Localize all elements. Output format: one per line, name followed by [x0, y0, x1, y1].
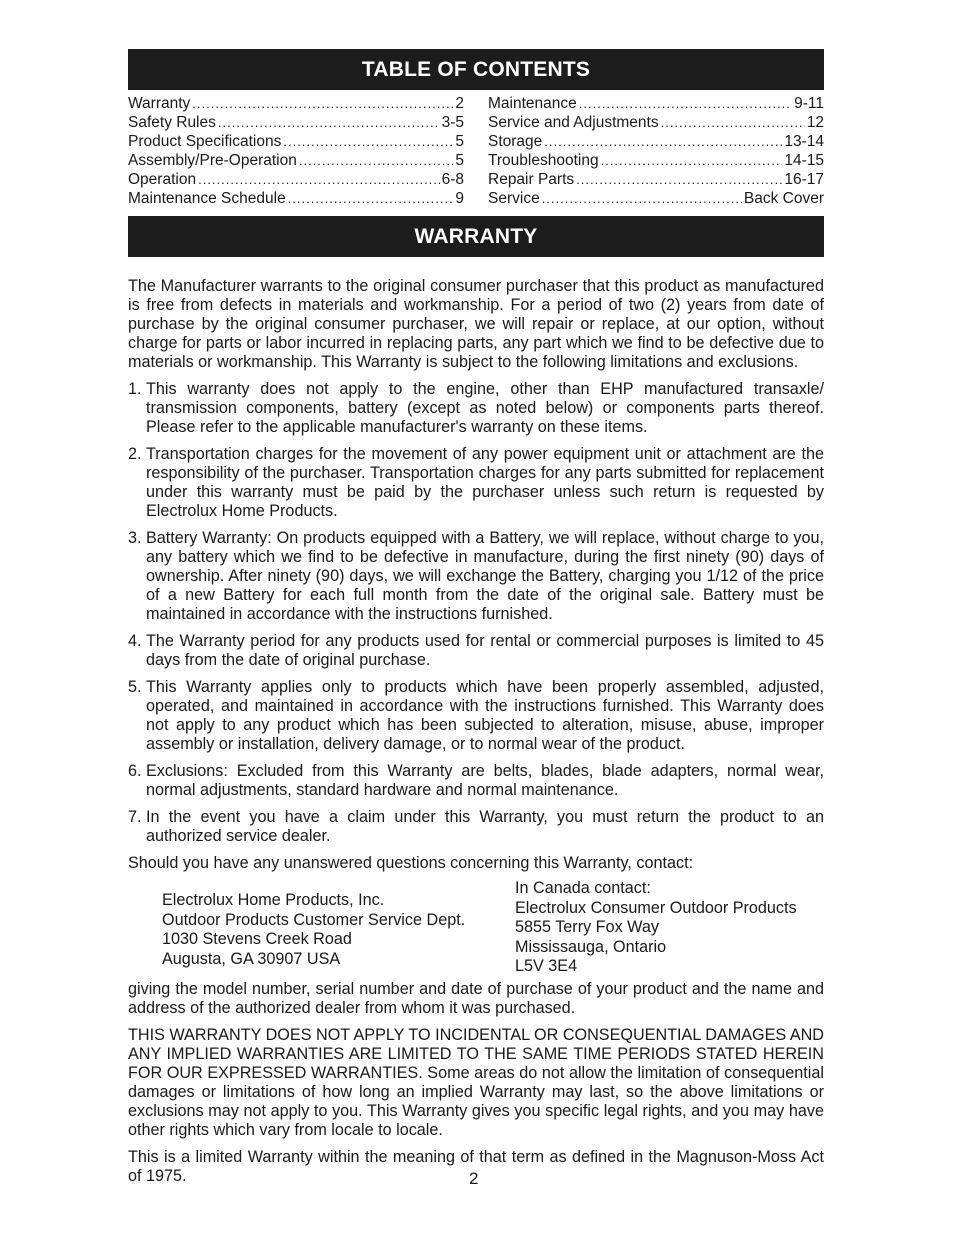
toc-left-column	[128, 94, 464, 208]
toc-right-column	[488, 94, 824, 208]
toc-leader	[579, 94, 792, 113]
toc-leader	[542, 189, 742, 208]
list-item	[128, 632, 824, 670]
list-item-number: 4.	[128, 632, 142, 650]
toc-entry[interactable]	[128, 189, 464, 208]
list-item	[128, 380, 824, 437]
toc-entry[interactable]	[128, 151, 464, 170]
list-item-number: 6.	[128, 762, 142, 780]
toc-entry-label: Maintenance	[488, 95, 577, 112]
address-line: 5855 Terry Fox Way	[515, 918, 659, 936]
list-item-number: 1.	[128, 380, 142, 398]
toc-leader	[544, 132, 782, 151]
list-item-number: 7.	[128, 808, 142, 826]
us-address	[162, 879, 515, 977]
toc-entry-page: 5	[455, 133, 464, 150]
toc-entry-page: 12	[806, 114, 824, 131]
warranty-final-statement: This is a limited Warranty within the meaning of that term as defined in the Magnuson-Moss Act of 1975.	[128, 1147, 824, 1185]
toc-entry[interactable]	[488, 189, 824, 208]
list-item	[128, 445, 824, 521]
toc-entry[interactable]	[488, 94, 824, 113]
toc-title: TABLE OF CONTENTS	[128, 49, 824, 90]
address-line: Augusta, GA 30907 USA	[162, 949, 341, 968]
list-item-text: Exclusions: Excluded from this Warranty are belts, blades, blade adapters, normal wear, normal adjustments, standard hardware and normal maintenance.	[146, 762, 824, 799]
toc-leader	[218, 113, 440, 132]
toc-entry-page: 16-17	[784, 171, 824, 188]
toc-leader	[288, 189, 454, 208]
toc-entry-label: Storage	[488, 133, 543, 150]
toc-entry-page: 13-14	[784, 133, 824, 150]
list-item	[128, 678, 824, 754]
toc-leader	[283, 132, 453, 151]
list-item-text: The Warranty period for any products used for rental or commercial purposes is limited to 45 days from the date of original purchase.	[146, 632, 824, 669]
table-of-contents	[128, 94, 824, 208]
toc-entry-label: Product Specifications	[128, 133, 282, 150]
toc-entry-label: Repair Parts	[488, 171, 575, 188]
list-item-text: This warranty does not apply to the engine, other than EHP manufactured transaxle/ transmission components, battery (except as noted below) or components parts thereof. Please refer to the applicable manufacturer's warranty on these items.	[146, 380, 824, 436]
toc-entry-label: Safety Rules	[128, 114, 216, 131]
toc-entry-label: Assembly/Pre-Operation	[128, 152, 297, 169]
toc-entry-label: Maintenance Schedule	[128, 190, 286, 207]
address-line: In Canada contact:	[515, 879, 651, 897]
toc-leader	[576, 170, 782, 189]
toc-entry[interactable]	[488, 170, 824, 189]
toc-entry-label: Service and Adjustments	[488, 114, 659, 131]
toc-entry[interactable]	[128, 113, 464, 132]
document-page	[128, 49, 824, 1186]
list-item-number: 3.	[128, 529, 142, 547]
list-item-text: In the event you have a claim under this Warranty, you must return the product to an authorized service dealer.	[146, 808, 824, 845]
toc-entry-page: Back Cover	[743, 190, 824, 207]
list-item-text: Transportation charges for the movement of any power equipment unit or attachment are the responsibility of the purchaser. Transportation charges for any parts submitted for replacement under this warranty must be paid by the purchaser unless such return is requested by Electrolux Home Products.	[146, 445, 824, 520]
toc-entry-page: 5	[455, 152, 464, 169]
address-line: Outdoor Products Customer Service Dept.	[162, 910, 466, 929]
toc-entry-page: 2	[455, 95, 464, 112]
list-item-number: 5.	[128, 678, 142, 696]
toc-leader	[601, 151, 783, 170]
toc-entry-page: 6-8	[441, 171, 464, 188]
toc-entry[interactable]	[488, 113, 824, 132]
address-line: 1030 Stevens Creek Road	[162, 930, 352, 948]
toc-entry-page: 9	[455, 190, 464, 207]
toc-entry-page: 14-15	[784, 152, 824, 169]
address-line: L5V 3E4	[515, 957, 578, 975]
address-line: Electrolux Consumer Outdoor Products	[515, 898, 797, 917]
toc-leader	[192, 94, 453, 113]
list-item-text: This Warranty applies only to products which have been properly assembled, adjusted, operated, and maintained in accordance with the instructions furnished. This Warranty does not apply to any product which has been subjected to alteration, misuse, abuse, improper assembly or installation, delivery damage, or to normal wear of the product.	[146, 678, 824, 753]
contact-addresses	[128, 879, 824, 977]
canada-address	[515, 879, 824, 977]
address-line: Electrolux Home Products, Inc.	[162, 891, 385, 909]
contact-question: Should you have any unanswered questions concerning this Warranty, contact:	[128, 854, 694, 872]
list-item	[128, 762, 824, 800]
warranty-disclaimer: THIS WARRANTY DOES NOT APPLY TO INCIDENTAL OR CONSEQUENTIAL DAMAGES AND ANY IMPLIED WARRANTIES ARE LIMITED TO THE SAME TIME PERIODS STATED HEREIN FOR OUR EXPRESSED WARRANTIES. Some areas do not allow the limitation of consequential damages or limitations of how long an implied Warranty may last, so the above limitations or exclusions may not apply to you. This Warranty gives you specific legal rights, and you may have other rights which vary from locale to locale.	[128, 1025, 824, 1139]
toc-entry[interactable]	[128, 94, 464, 113]
list-item	[128, 529, 824, 624]
toc-entry[interactable]	[128, 132, 464, 151]
toc-entry[interactable]	[488, 132, 824, 151]
toc-leader	[661, 113, 805, 132]
toc-entry-label: Troubleshooting	[488, 152, 599, 169]
after-address-text: giving the model number, serial number and date of purchase of your product and the name and address of the authorized dealer from whom it was purchased.	[128, 979, 824, 1017]
toc-entry-label: Service	[488, 190, 540, 207]
warranty-intro: The Manufacturer warrants to the original consumer purchaser that this product as manufactured is free from defects in materials and workmanship. For a period of two (2) years from date of purchase by the original consumer purchaser, we will repair or replace, at our option, without charge for parts or labor incurred in replacing parts, any part which we find to be defective due to materials or workmanship. This Warranty is subject to the following limitations and exclusions.	[128, 277, 824, 371]
warranty-title: WARRANTY	[128, 216, 824, 257]
toc-entry-page: 9-11	[794, 95, 824, 112]
list-item-text: Battery Warranty: On products equipped with a Battery, we will replace, without charge to you, any battery which we find to be defective in manufacture, during the first ninety (90) days of ownership. After ninety (90) days, we will exchange the Battery, charging you 1/12 of the price of a new Battery for each full month from the date of the original sale. Battery must be maintained in accordance with the instructions furnished.	[146, 529, 824, 623]
warranty-limitations-list	[128, 380, 824, 846]
toc-entry-label: Operation	[128, 171, 197, 188]
list-item	[128, 808, 824, 846]
toc-leader	[299, 151, 454, 170]
toc-entry-page: 3-5	[441, 114, 464, 131]
toc-entry[interactable]	[488, 151, 824, 170]
toc-entry[interactable]	[128, 170, 464, 189]
list-item-number: 2.	[128, 445, 142, 463]
page-number: 2	[469, 1169, 479, 1188]
toc-entry-label: Warranty	[128, 95, 191, 112]
toc-leader	[198, 170, 440, 189]
address-line: Mississauga, Ontario	[515, 937, 667, 956]
